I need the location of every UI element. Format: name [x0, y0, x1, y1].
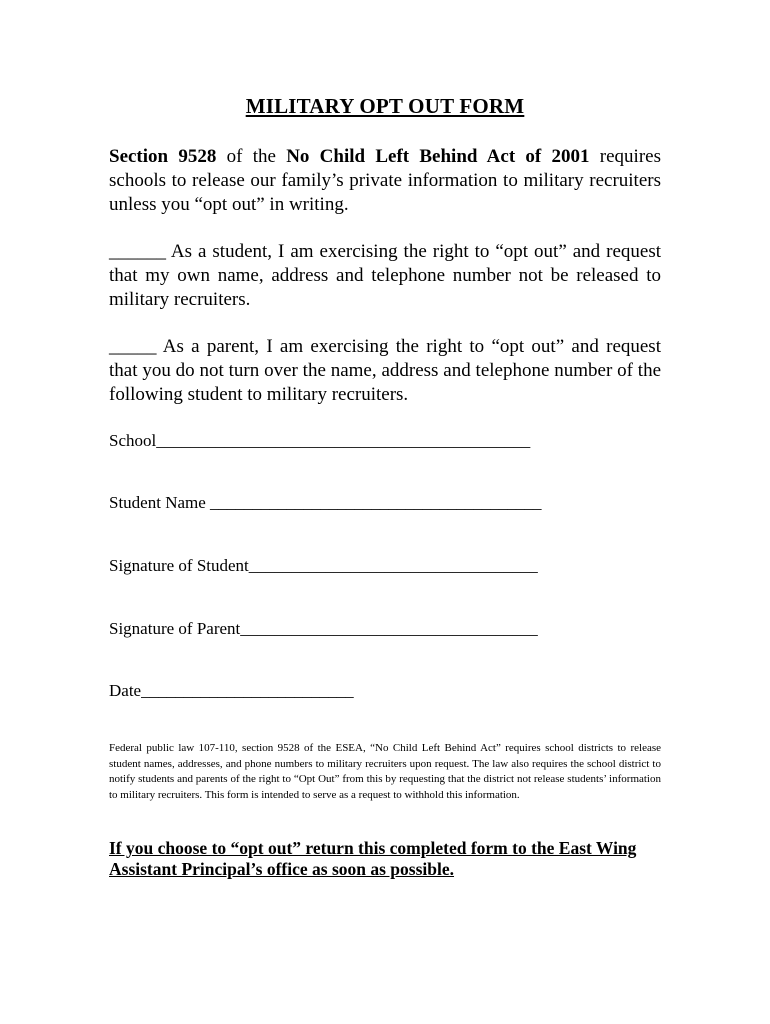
- date-line[interactable]: _________________________: [141, 681, 354, 700]
- signature-parent-line[interactable]: ___________________________________: [240, 619, 538, 638]
- signature-parent-label: Signature of Parent: [109, 619, 241, 638]
- school-field: [109, 431, 530, 451]
- date-label: Date: [109, 681, 142, 700]
- student-name-line[interactable]: _______________________________________: [210, 493, 542, 512]
- signature-student-line[interactable]: __________________________________: [248, 556, 538, 575]
- parent-optout-blank[interactable]: _____: [109, 336, 157, 357]
- fine-print: Federal public law 107-110, section 9528 of the ESEA, “No Child Left Behind Act” requires school districts to release student names, addresses, and phone numbers to military recruiters upon request. The law also requires the school district to notify students and parents of the right to “Opt Out” from this by requesting that the district not release students’ information to military recruiters. This form is intended to serve as a request to withhold this information.: [109, 742, 661, 801]
- closing-instructions: If you choose to “opt out” return this completed form to the East Wing Assistant Principal’s office as soon as possible.: [109, 838, 637, 879]
- student-name-field: [109, 493, 542, 513]
- school-line[interactable]: ____________________________________________: [156, 431, 531, 450]
- parent-optout-text: As a parent, I am exercising the right to “opt out” and request that you do not turn over the name, address and telephone number of the following student to military recruiters.: [109, 336, 661, 405]
- student-optout-blank[interactable]: ______: [109, 241, 166, 262]
- act-name: No Child Left Behind Act of 2001: [286, 146, 590, 167]
- date-field: [109, 681, 354, 701]
- intro-rest: requires schools to release our family’s private information to military recruiters unless you “opt out” in writing.: [109, 146, 661, 215]
- signature-student-field: [109, 556, 538, 576]
- parent-optout-paragraph: [109, 335, 661, 407]
- signature-student-label: Signature of Student: [109, 556, 249, 575]
- intro-paragraph: [109, 145, 661, 217]
- student-name-label: Student Name: [109, 493, 211, 512]
- school-label: School: [109, 431, 157, 450]
- form-title: MILITARY OPT OUT FORM: [245, 94, 525, 118]
- section-number: Section 9528: [109, 146, 217, 167]
- student-optout-text: As a student, I am exercising the right to “opt out” and request that my own name, address and telephone number not be released to military recruiters.: [109, 241, 661, 310]
- signature-parent-field: [109, 619, 538, 639]
- student-optout-paragraph: [109, 240, 661, 312]
- intro-of-the: of the: [216, 146, 287, 167]
